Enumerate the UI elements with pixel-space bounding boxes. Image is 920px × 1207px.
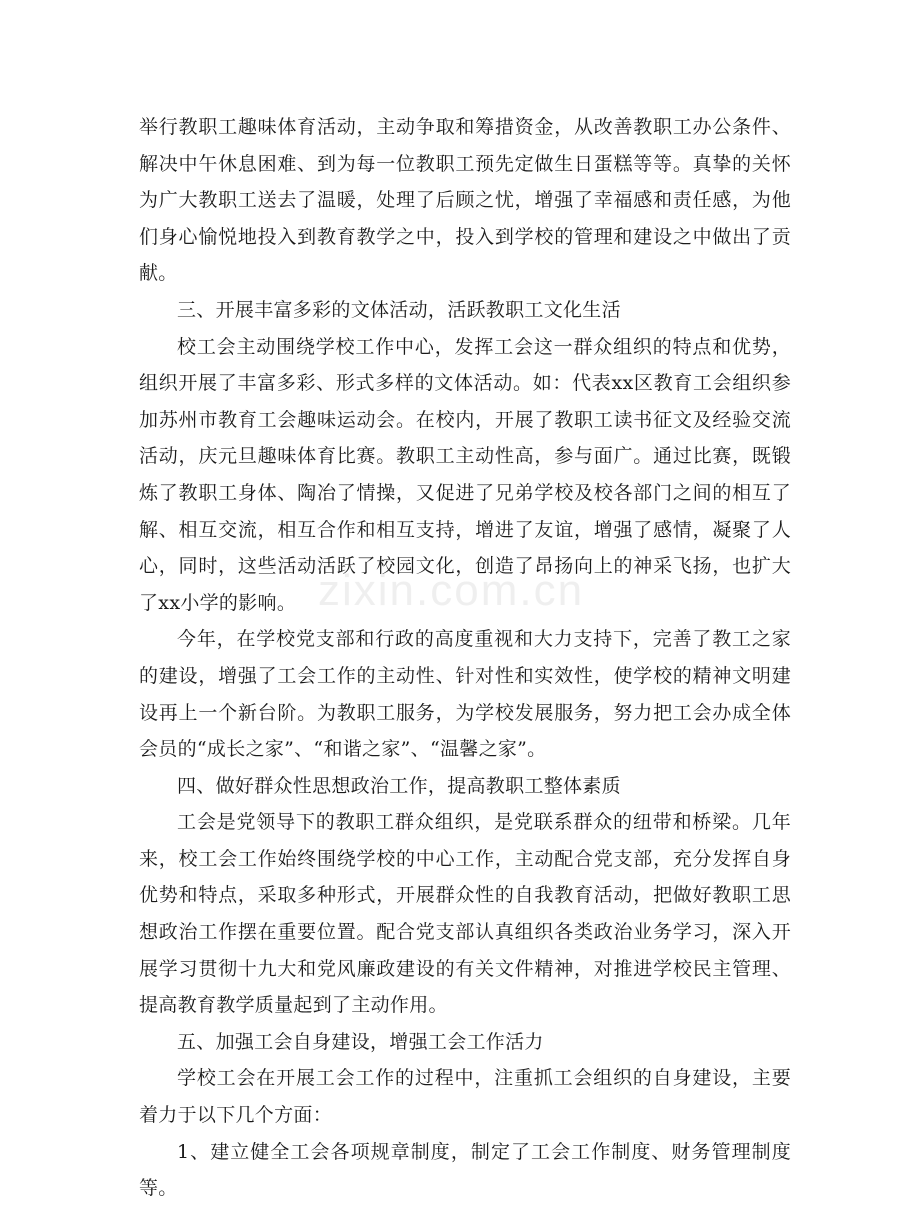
paragraph-staff-home: 今年，在学校党支部和行政的高度重视和大力支持下，完善了教工之家的建设，增强了工会工作的主动性、针对性和实效性，使学校的精神文明建设再上一个新台阶。为教职工服务，为学校发展服务，努力把工会办成全体会员的“成长之家”、“和谐之家”、“温馨之家”。 bbox=[139, 628, 791, 761]
paragraph-political-work: 工会是党领导下的教职工群众组织，是党联系群众的纽带和桥梁。几年来，校工会工作始终围绕学校的中心工作，主动配合党支部，充分发挥自身优势和特点，采取多种形式，开展群众性的自我教育活动，把做好教职工思想政治工作摆在重要位置。配合党支部认真组织各类政治业务学习，深入开展学习贯彻十九大和党风廉政建设的有关文件精神，对推进学校民主管理、提高教育教学质量起到了主动作用。 bbox=[139, 811, 791, 1017]
paragraph-cultural-activities: 校工会主动围绕学校工作中心，发挥工会这一群众组织的特点和优势，组织开展了丰富多彩、形式多样的文体活动。如：代表xx区教育工会组织参加苏州市教育工会趣味运动会。在校内，开展了教职工读书征文及经验交流活动，庆元旦趣味体育比赛。教职工主动性高，参与面广。通过比赛，既锻炼了教职工身体、陶冶了情操，又促进了兄弟学校及校各部门之间的相互了解、相互交流，相互合作和相互支持，增进了友谊，增强了感情，凝聚了人心，同时，这些活动活跃了校园文化，创造了昂扬向上的神采飞扬，也扩大了xx小学的影响。 bbox=[139, 335, 791, 614]
list-item-1: 1、建立健全工会各项规章制度，制定了工会工作制度、财务管理制度等。 bbox=[139, 1140, 791, 1200]
paragraph-continuation: 举行教职工趣味体育活动，主动争取和筹措资金，从改善教职工办公条件、解决中午休息困难、到为每一位教职工预先定做生日蛋糕等等。真挚的关怀为广大教职工送去了温暖，处理了后顾之忧，增强了幸福感和责任感，为他们身心愉悦地投入到教育教学之中，投入到学校的管理和建设之中做出了贡献。 bbox=[139, 116, 791, 285]
document-body bbox=[139, 109, 791, 1207]
paragraph-self-building: 学校工会在开展工会工作的过程中，注重抓工会组织的自身建设，主要着力于以下几个方面： bbox=[139, 1067, 791, 1127]
section-heading-5: 五、加强工会自身建设，增强工会工作活力 bbox=[177, 1030, 544, 1053]
section-heading-4: 四、做好群众性思想政治工作，提高教职工整体素质 bbox=[177, 774, 621, 797]
watermark: zixin.com.cn bbox=[318, 566, 585, 615]
section-heading-3: 三、开展丰富多彩的文体活动，活跃教职工文化生活 bbox=[177, 298, 621, 321]
